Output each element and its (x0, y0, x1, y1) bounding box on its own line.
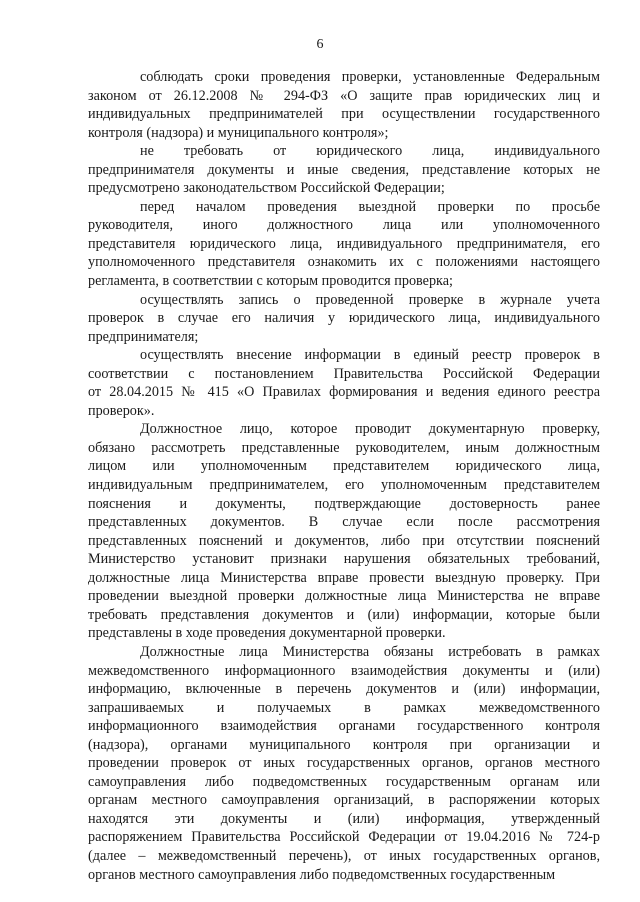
paragraph-line: (далее – межведомственный перечень), от иных государственных органов, (88, 847, 600, 864)
paragraph-line: от 28.04.2015 № 415 «О Правилах формирования и ведения единого реестра (88, 384, 600, 401)
paragraph-p5 (88, 346, 600, 420)
paragraph-line: пояснения и документы, подтверждающие достоверность ранее (88, 495, 600, 512)
paragraph-line: руководителя, иного должностного лица или уполномоченного (88, 217, 600, 234)
paragraph-line: находятся эти документы и (или) информация, утвержденный (88, 810, 600, 827)
paragraph-p2 (88, 142, 600, 198)
paragraph-line: Должностное лицо, которое проводит документарную проверку, (140, 421, 600, 438)
paragraph-line: перед началом проведения выездной проверки по просьбе (140, 198, 600, 215)
paragraph-line: не требовать от юридического лица, индивидуального (140, 143, 600, 160)
paragraph-line: контроля (надзора) и муниципального контроля»; (88, 124, 389, 141)
paragraph-line: предпринимателя; (88, 328, 199, 345)
paragraph-line: Должностные лица Министерства обязаны истребовать в рамках (140, 643, 600, 660)
paragraph-line: самоуправления либо подведомственных государственным органам или (88, 773, 600, 790)
paragraph-line: лицом или уполномоченным представителем юридического лица, (88, 458, 600, 475)
paragraph-line: предпринимателя документы и иные сведения, представление которых не (88, 161, 600, 178)
paragraph-line: представителя юридического лица, индивидуального предпринимателя, его (88, 235, 600, 252)
paragraph-line: соблюдать сроки проведения проверки, установленные Федеральным (140, 69, 600, 85)
paragraph-line: законом от 26.12.2008 № 294-ФЗ «О защите прав юридических лиц и (88, 87, 600, 104)
paragraph-line: осуществлять запись о проведенной проверке в журнале учета (140, 291, 600, 308)
paragraph-line: Министерство установит признаки нарушения обязательных требований, (88, 551, 600, 568)
paragraph-line: органов местного самоуправления либо подведомственных государственным (88, 866, 556, 883)
paragraph-line: запрашиваемых и получаемых в рамках межведомственного (88, 699, 600, 716)
paragraph-line: индивидуальным предпринимателем, его уполномоченным представителем (88, 477, 600, 494)
paragraph-line: распоряжением Правительства Российской Федерации от 19.04.2016 № 724-р (88, 829, 600, 846)
paragraph-line: индивидуальных предпринимателей при осуществлении государственного (88, 106, 600, 123)
paragraph-line: уполномоченного представителя ознакомить их с положениями настоящего (88, 254, 600, 271)
paragraph-p7 (88, 643, 600, 884)
paragraph-p6 (88, 420, 600, 643)
paragraph-line: требовать представления документов и (или) информации, которые были (88, 606, 600, 623)
paragraph-line: проведении выездной проверки должностные лица Министерства не вправе (88, 588, 600, 605)
paragraph-line: межведомственного информационного взаимодействия документы и (или) (88, 662, 600, 679)
paragraph-line: информацию, включенные в перечень документов и (или) информации, (88, 681, 600, 698)
paragraph-line: проведении проверок от иных государственных органов, органов местного (88, 755, 600, 772)
page-number: 6 (316, 37, 324, 52)
paragraph-line: (надзора), органами муниципального контроля при организации и (88, 736, 600, 753)
paragraph-line: должностные лица Министерства вправе провести выездную проверку. При (88, 569, 600, 586)
paragraph-line: проверок в случае его наличия у юридического лица, индивидуального (88, 310, 600, 327)
paragraph-line: проверок». (88, 402, 155, 419)
paragraph-p3 (88, 198, 600, 291)
paragraph-line: представленных документов. В случае если после рассмотрения (88, 514, 600, 531)
paragraph-line: органам местного самоуправления организаций, в распоряжении которых (88, 792, 600, 809)
paragraph-line: соответствии с постановлением Правительства Российской Федерации (88, 365, 600, 382)
paragraph-p1 (88, 68, 600, 142)
paragraph-line: обязано рассмотреть представленные руководителем, иным должностным (88, 439, 600, 456)
paragraph-line: предусмотрено законодательством Российской Федерации; (88, 180, 445, 197)
paragraph-line: представлены в ходе проведения документарной проверки. (88, 625, 446, 642)
paragraph-line: осуществлять внесение информации в единый реестр проверок в (140, 347, 600, 364)
document-body (88, 68, 600, 884)
paragraph-p4 (88, 291, 600, 347)
paragraph-line: информационного взаимодействия органами государственного контроля (88, 718, 600, 735)
paragraph-line: представленных пояснений и документов, либо при отсутствии пояснений (88, 532, 600, 549)
paragraph-line: регламента, в соответствии с которым проводится проверка; (88, 273, 453, 290)
